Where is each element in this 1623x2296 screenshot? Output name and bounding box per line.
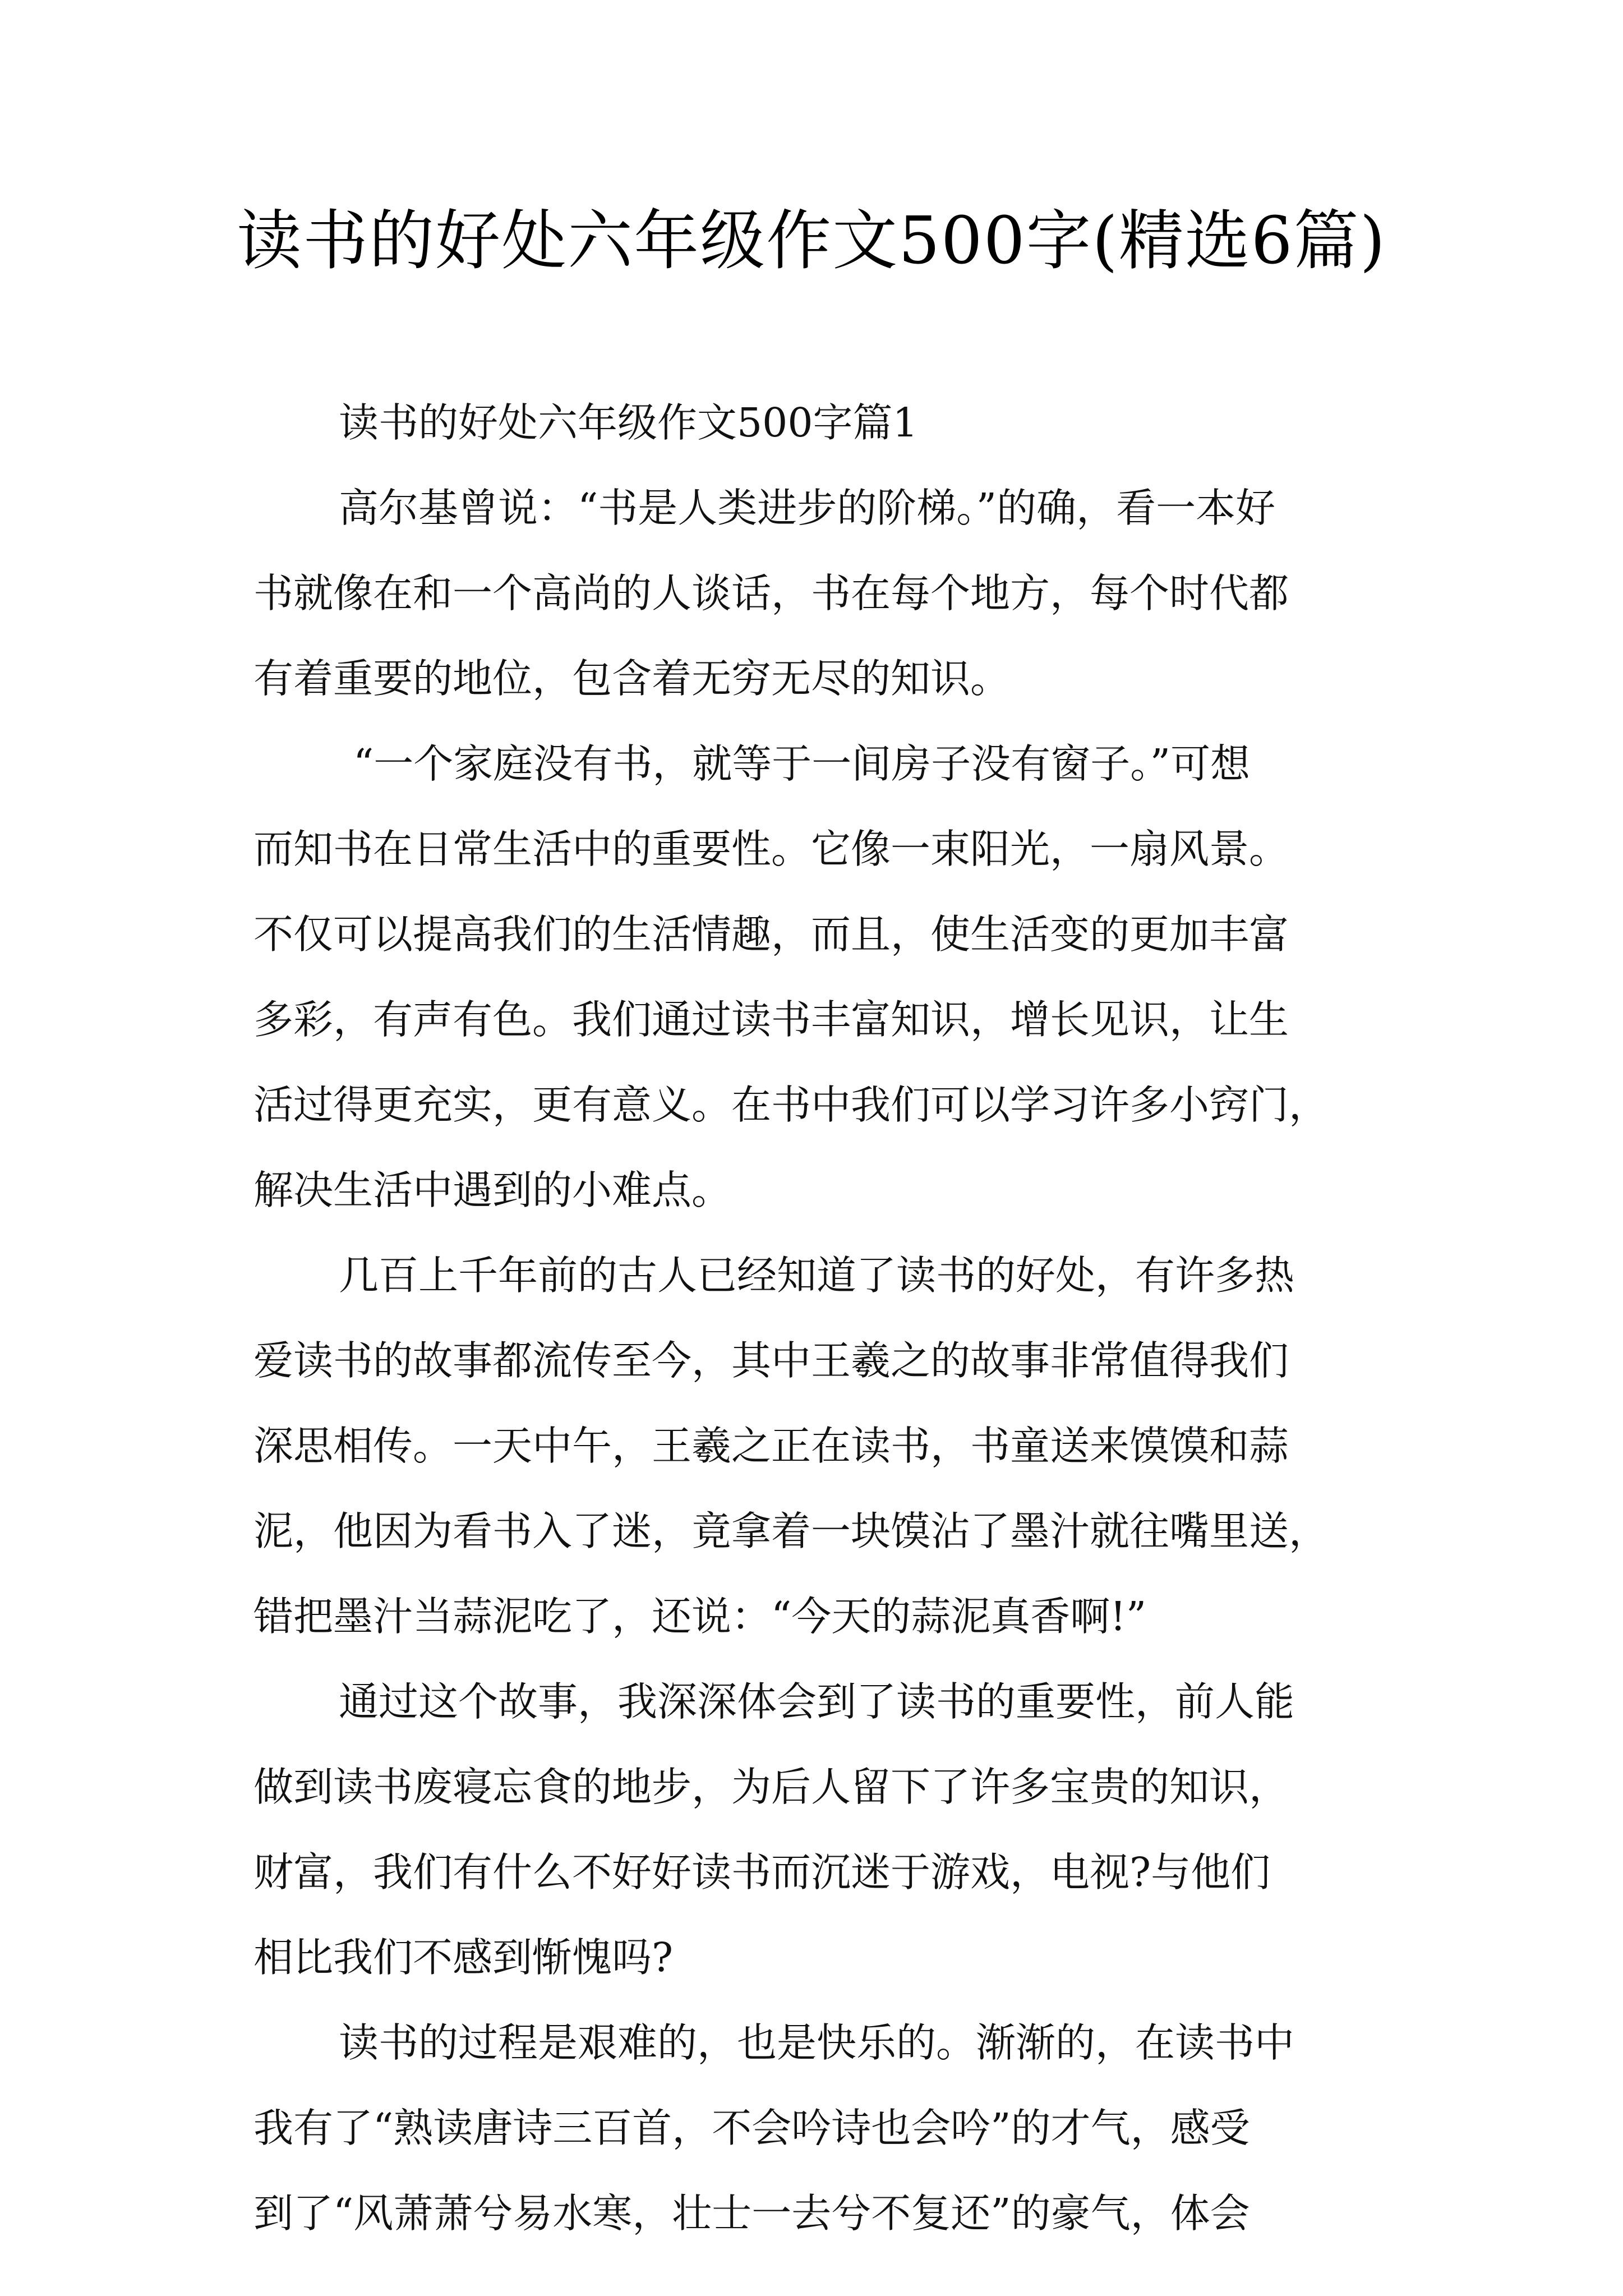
paragraph-line: 泥，他因为看书入了迷，竟拿着一块馍沾了墨汁就往嘴里送，	[253, 1508, 1329, 1554]
paragraph-line: 深思相传。一天中午，王羲之正在读书，书童送来馍馍和蒜	[253, 1423, 1289, 1469]
paragraph-line: “一个家庭没有书，就等于一间房子没有窗子。”可想	[353, 740, 1251, 787]
paragraph-1	[253, 466, 1375, 721]
document-body	[253, 380, 1375, 2256]
paragraph-line: 做到读书废寝忘食的地步，为后人留下了许多宝贵的知识，	[253, 1764, 1289, 1810]
paragraph-line: 不仅可以提高我们的生活情趣，而且，使生活变的更加丰富	[253, 911, 1289, 958]
paragraph-line: 高尔基曾说：“书是人类进步的阶梯。”的确，看一本好	[339, 485, 1276, 531]
paragraph-line: 相比我们不感到惭愧吗?	[253, 1934, 674, 1981]
paragraph-line: 几百上千年前的古人已经知道了读书的好处，有许多热	[339, 1252, 1295, 1299]
paragraph-line: 书就像在和一个高尚的人谈话，书在每个地方，每个时代都	[253, 570, 1289, 616]
paragraph-line: 读书的过程是艰难的，也是快乐的。渐渐的，在读书中	[339, 2019, 1295, 2066]
paragraph-2	[253, 721, 1375, 1233]
section-heading: 读书的好处六年级作文500字篇1	[339, 399, 918, 446]
paragraph-line: 有着重要的地位，包含着无穷无尽的知识。	[253, 655, 1011, 702]
paragraph-line: 通过这个故事，我深深体会到了读书的重要性，前人能	[339, 1678, 1295, 1725]
paragraph-line: 财富，我们有什么不好好读书而沉迷于游戏，电视?与他们	[253, 1849, 1271, 1895]
paragraph-line: 到了“风萧萧兮易水寒，壮士一去兮不复还”的豪气，体会	[253, 2190, 1250, 2237]
paragraph-5	[253, 2000, 1375, 2256]
paragraph-4	[253, 1659, 1375, 2000]
paragraph-line: 而知书在日常生活中的重要性。它像一束阳光，一扇风景。	[253, 826, 1289, 872]
paragraph-line: 解决生活中遇到的小难点。	[253, 1167, 732, 1213]
paragraph-line: 我有了“熟读唐诗三百首，不会吟诗也会吟”的才气，感受	[253, 2105, 1250, 2151]
paragraph-line: 爱读书的故事都流传至今，其中王羲之的故事非常值得我们	[253, 1337, 1289, 1384]
paragraph-line: 多彩，有声有色。我们通过读书丰富知识，增长见识，让生	[253, 996, 1289, 1043]
document-title: 读书的好处六年级作文500字(精选6篇)	[237, 203, 1386, 279]
paragraph-line: 错把墨汁当蒜泥吃了，还说：“今天的蒜泥真香啊!”	[253, 1593, 1147, 1640]
paragraph-3	[253, 1233, 1375, 1659]
paragraph-line: 活过得更充实，更有意义。在书中我们可以学习许多小窍门，	[253, 1082, 1329, 1128]
